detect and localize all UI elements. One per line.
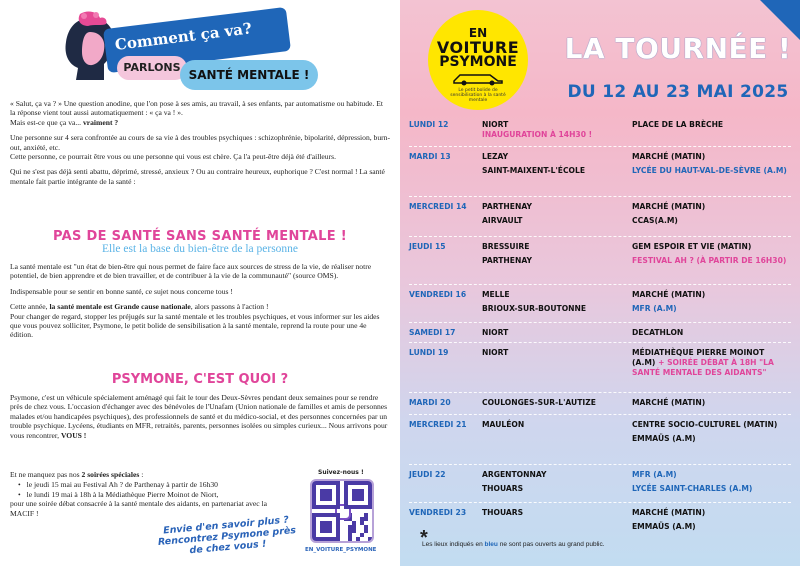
- schedule-divider: [409, 502, 791, 503]
- schedule-divider: [409, 236, 791, 237]
- logo-tagline: Le petit bolide de sensibilisation à la santé mentale: [450, 88, 506, 103]
- schedule-day: VENDREDI 16: [409, 290, 467, 299]
- tournee-dates: DU 12 AU 23 MAI 2025: [567, 82, 789, 102]
- sante-p3a: Cette année,: [10, 302, 48, 312]
- schedule-day: MARDI 13: [409, 152, 451, 161]
- schedule-town: PARTHENAY: [482, 202, 532, 211]
- heading-elle-est: Elle est la base du bien-être de la personne: [101, 243, 299, 255]
- schedule-place: LYCÉE DU HAUT-VAL-DE-SÈVRE (A.M): [632, 166, 787, 175]
- sante-p1: La santé mentale est "un état de bien-être qui nous permet de faire face aux sources de stress de la vie, de réaliser notre potentiel, de bien apprendre et de bien travailler, et de contribuer à la vie de la communauté" (source OMS).: [10, 262, 372, 281]
- schedule-town: PARTHENAY: [482, 256, 532, 265]
- psymone-vous: VOUS !: [60, 430, 87, 440]
- schedule-town: BRESSUIRE: [482, 242, 530, 251]
- footnote-star: *: [420, 527, 428, 549]
- schedule-place: FESTIVAL AH ? (À PARTIR DE 16H30): [632, 256, 787, 265]
- schedule-place: MFR (A.M): [632, 304, 677, 313]
- schedule-place: MARCHÉ (MATIN): [632, 398, 706, 407]
- car-icon: [450, 72, 506, 86]
- right-column: [400, 0, 800, 566]
- schedule-place: CENTRE SOCIO-CULTUREL (MATIN): [632, 420, 778, 429]
- qr-label: Suivez-nous !: [318, 469, 364, 476]
- qr-module: [360, 521, 364, 525]
- qr-module: [360, 533, 364, 537]
- list-item: • le lundi 19 mai à 18h à la Médiathèque Pierre Moinot de Niort,: [18, 490, 290, 499]
- schedule-town: NIORT: [482, 120, 509, 129]
- schedule-town: THOUARS: [482, 484, 524, 493]
- schedule-place: DECATHLON: [632, 328, 684, 337]
- qr-module: [364, 529, 368, 533]
- footnote-c: ne sont pas ouverts au grand public.: [499, 541, 605, 548]
- schedule-day: SAMEDI 17: [409, 328, 456, 337]
- schedule-town: ARGENTONNAY: [482, 470, 547, 479]
- footnote-bleu: bleu: [484, 541, 498, 548]
- schedule-town: AIRVAULT: [482, 216, 523, 225]
- envie-tagline: Envie d'en savoir plus ? Rencontrez Psymone près de chez vous !: [157, 514, 297, 557]
- logo-voiture: VOITURE: [436, 38, 520, 57]
- qr-module: [364, 517, 368, 521]
- instagram-handle[interactable]: EN_VOITURE_PSYMONE: [305, 547, 377, 553]
- schedule-day: JEUDI 22: [409, 470, 446, 479]
- heading-pas-de-sante: PAS DE SANTÉ SANS SANTÉ MENTALE !: [53, 229, 347, 244]
- intro-p1: « Salut, ça va ? » Une question anodine, que l'on pose à ses amis, au travail, à ses enfants, par automatisme ou habitude. Et la réponse vient tout aussi automatiquement : « ça va ! ».: [10, 99, 383, 118]
- psymone-text: [10, 393, 390, 446]
- schedule-divider: [409, 146, 791, 147]
- intro-vraiment: vraiment ?: [82, 117, 119, 127]
- soirees-list: [18, 480, 290, 499]
- schedule-divider: [409, 464, 791, 465]
- intro-p4: Cette personne, ce pourrait être vous ou une personne qui vous est chère. Ça l'a peut-être déjà été d'ailleurs.: [10, 152, 336, 162]
- schedule-town: MELLE: [482, 290, 510, 299]
- schedule-place: EMMAÜS (A.M): [632, 522, 696, 531]
- qr-finder: [320, 489, 332, 501]
- qr-module: [356, 537, 360, 541]
- schedule-town: THOUARS: [482, 508, 524, 517]
- schedule-place: MARCHÉ (MATIN): [632, 508, 706, 517]
- schedule-town: LEZAY: [482, 152, 509, 161]
- sante-mentale-pill: SANTÉ MENTALE !: [180, 60, 318, 90]
- list-item: • le jeudi 15 mai au Festival Ah ? de Parthenay à partir de 16h30: [18, 480, 290, 489]
- sante-p4: Pour changer de regard, stopper les préjugés sur la santé mentale et les troubles psychiques, et vous informer sur les aides que vous pouvez solliciter, Psymone, le petit bolide de sensibilisation à la santé mentale, reprend la route pour une 4e édition.: [10, 311, 380, 340]
- schedule-town-note: INAUGURATION À 14H30 !: [482, 130, 593, 139]
- schedule-place: MARCHÉ (MATIN): [632, 152, 706, 161]
- schedule-day: JEUDI 15: [409, 242, 446, 251]
- qr-module: [352, 521, 356, 525]
- schedule-place: MÉDIATHÈQUE PIERRE MOINOT: [632, 348, 765, 357]
- qr-module: [348, 537, 352, 541]
- qr-finder: [320, 521, 332, 533]
- instagram-qr-code[interactable]: [310, 479, 374, 543]
- schedule-day: MERCREDI 21: [409, 420, 467, 429]
- schedule-divider: [409, 196, 791, 197]
- intro-p5: Qui ne s'est pas déjà senti abattu, déprimé, stressé, anxieux ? Ou au contraire heureux, euphorique ? C'est normal ! La santé mentale fait partie intégrante de la santé :: [10, 167, 385, 186]
- soirees-text: [10, 470, 290, 524]
- schedule-place-am: (A.M): [632, 358, 656, 367]
- schedule-day: MARDI 20: [409, 398, 451, 407]
- sante-p3b: la santé mentale est Grande cause nationale: [49, 302, 191, 312]
- parlons-pill: PARLONS: [117, 56, 187, 80]
- qr-module: [348, 525, 352, 529]
- schedule-place: PLACE DE LA BRÈCHE: [632, 120, 724, 129]
- soirees-c: :: [141, 470, 144, 479]
- intro-p2: Mais est-ce que ça va...: [10, 117, 82, 127]
- schedule-place: LYCÉE SAINT-CHARLES (A.M): [632, 484, 753, 493]
- qr-module: [360, 517, 364, 521]
- schedule-town: COULONGES-SUR-L'AUTIZE: [482, 398, 596, 407]
- soirees-a: Et ne manquez pas nos: [10, 470, 80, 479]
- intro-text: [10, 99, 390, 192]
- schedule-day: LUNDI 19: [409, 348, 449, 357]
- schedule-place: MARCHÉ (MATIN): [632, 202, 706, 211]
- footnote: [420, 527, 605, 549]
- schedule-town: BRIOUX-SUR-BOUTONNE: [482, 304, 587, 313]
- sante-p3c: , alors passons à l'action !: [190, 302, 269, 312]
- footnote-a: Les lieux indiqués en: [422, 541, 483, 548]
- bubble-title: Comment ça va?: [113, 19, 253, 54]
- qr-module: [368, 537, 372, 541]
- schedule-divider: [409, 392, 791, 393]
- sante-text: [10, 262, 390, 346]
- schedule-town: NIORT: [482, 348, 509, 357]
- schedule-town: MAULÉON: [482, 420, 525, 429]
- schedule-divider: [409, 414, 791, 415]
- schedule-place: MFR (A.M): [632, 470, 677, 479]
- psymone-logo: [428, 10, 528, 110]
- schedule-soiree-debat: + SOIRÉE DÉBAT À 18H "LA SANTÉ MENTALE DES AIDANTS": [632, 358, 774, 377]
- soirees-b: 2 soirées spéciales: [81, 470, 140, 479]
- schedule-divider: [409, 322, 791, 323]
- schedule-day: LUNDI 12: [409, 120, 449, 129]
- schedule-place: GEM ESPOIR ET VIE (MATIN): [632, 242, 752, 251]
- qr-module: [348, 529, 352, 533]
- schedule-day: MERCREDI 14: [409, 202, 467, 211]
- tournee-title: LA TOURNÉE !: [564, 32, 792, 65]
- qr-module: [352, 525, 356, 529]
- soirees-end: pour une soirée débat consacrée à la santé mentale des aidants, en partenariat avec la MACIF !: [10, 499, 268, 518]
- schedule-place: CCAS(A.M): [632, 216, 678, 225]
- psymone-p1: Psymone, c'est un véhicule spécialement aménagé qui fait le tour des Deux-Sèvres pendant deux semaines pour se rendre près de chez vous. L'occasion d'échanger avec des bénévoles de l'Unafam (Union nationale de familles et amis de personnes malades et/ou handicapées psychiques), des professionnels de santé et du médico-social, et des personnes concernées par un trouble psychique. Lycéens, étudiants en MFR, retraités, parents, personnes isolées ou simples curieux... Nous arrivons pour vous rencontrer,: [10, 393, 388, 440]
- schedule-place: EMMAÜS (A.M): [632, 434, 696, 443]
- qr-module: [348, 533, 352, 537]
- qr-module: [364, 525, 368, 529]
- intro-p3: Une personne sur 4 sera confrontée au cours de sa vie à des troubles psychiques : schizophrénie, bipolarité, dépression, burn-out, anxiété, etc.: [10, 133, 390, 152]
- schedule-divider: [409, 284, 791, 285]
- qr-finder: [352, 489, 364, 501]
- schedule-divider: [409, 342, 791, 343]
- heading-psymone-quoi: PSYMONE, C'EST QUOI ?: [111, 372, 289, 387]
- sante-p2: Indispensable pour se sentir en bonne santé, ce sujet nous concerne tous !: [10, 286, 233, 296]
- qr-module: [364, 513, 368, 517]
- schedule-place: MARCHÉ (MATIN): [632, 290, 706, 299]
- logo-psymone: PSYMONE: [439, 54, 517, 70]
- qr-module: [352, 529, 356, 533]
- schedule-town: NIORT: [482, 328, 509, 337]
- schedule-day: VENDREDI 23: [409, 508, 467, 517]
- schedule-place-extra: [632, 358, 800, 378]
- schedule-town: SAINT-MAIXENT-L'ÉCOLE: [482, 166, 586, 175]
- logo-en: EN: [468, 26, 488, 40]
